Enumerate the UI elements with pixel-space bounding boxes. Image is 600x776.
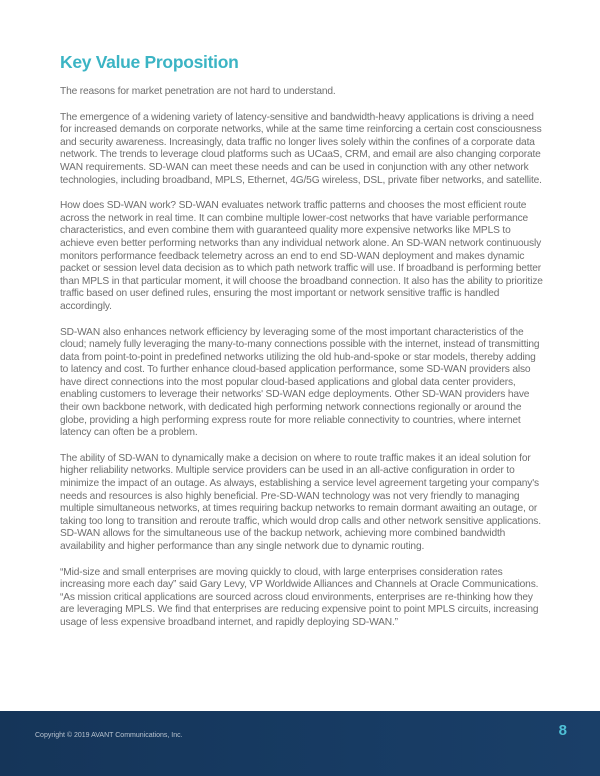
paragraph-efficiency: SD-WAN also enhances network efficiency by leveraging some of the most important characteristics of the cloud; namely fully leveraging the many-to-many connections possible with the internet, instead of transmitting data from point-to-point in predefined networks utilizing the old hub-and-spoke or star models, thereby adding to latency and cost. To further enhance cloud-based application performance, some SD-WAN providers also have direct connections into the most popular cloud-based applications and global data center providers, enabling customers to leverage their networks' SD-WAN edge deployments. Other SD-WAN providers have their own backbone network, with dedicated high performing network connections regionally or around the globe, providing a high performing express route for more reliable connectivity to countries, where internet latency can often be a problem. [60, 326, 540, 439]
copyright-text: Copyright © 2019 AVANT Communications, Inc. [35, 732, 183, 739]
paragraph-how-it-works: How does SD-WAN work? SD-WAN evaluates network traffic patterns and chooses the most efficient route across the network in real time. It can combine multiple lower-cost networks that have variable performance characteristics, and even combine them with guaranteed quality more expensive networks like MPLS to achieve even better performing networks than any individual network alone. An SD-WAN network continuously monitors performance feedback telemetry across an end to end SD-WAN deployment and makes dynamic packet or session level data decision as to which path network traffic will use. If broadband is performing better than MPLS in that particular moment, it will choose the broadband connection. It also has the ability to prioritize traffic based on user defined rules, ensuring the most important or network sensitive traffic is handled accordingly. [60, 200, 543, 312]
page-content [60, 51, 545, 643]
paragraph-reliability: The ability of SD-WAN to dynamically make a decision on where to route traffic makes it an ideal solution for higher reliability networks. Multiple service providers can be used in an all-active configuration in order to minimize the impact of an outage. As always, establishing a service level agreement targeting your company's needs and resources is also highly beneficial. Pre-SD-WAN technology was not very friendly to managing multiple simultaneous networks, at times requiring backup networks to remain dormant awaiting an outage, or taking too long to transition and reroute traffic, which would drop calls and other network sensitive applications. SD-WAN allows for the simultaneous use of the backup network, achieving more combined bandwidth availability and higher performance than any single network due to dynamic routing. [60, 452, 541, 552]
paragraph-quote: “Mid-size and small enterprises are moving quickly to cloud, with large enterprises consideration rates increasing more each day” said Gary Levy, VP Worldwide Alliances and Channels at Oracle Communications. “As mission critical applications are sourced across cloud environments, enterprises are re-thinking how they are leveraging MPLS. We find that enterprises are reducing expensive point to point MPLS circuits, increasing usage of less expensive broadband internet, and rapidly deploying SD-WAN.” [60, 566, 539, 628]
page-number: 8 [558, 722, 567, 739]
page-footer [0, 711, 600, 776]
intro-paragraph: The reasons for market penetration are not hard to understand. [60, 86, 336, 97]
paragraph-emergence: The emergence of a widening variety of latency-sensitive and bandwidth-heavy applications is driving a need for increased demands on corporate networks, while at the same time reinforcing a certain cost consciousness and security awareness. Increasingly, data traffic no longer lives solely within the confines of a corporate data network. The trends to leverage cloud platforms such as UCaaS, CRM, and email are also changing corporate WAN requirements. SD-WAN can meet these needs and can be used in conjunction with any other network technologies, including broadband, MPLS, Ethernet, 4G/5G wireless, DSL, private fiber networks, and satellite. [60, 111, 542, 186]
section-heading: Key Value Proposition [60, 52, 239, 72]
